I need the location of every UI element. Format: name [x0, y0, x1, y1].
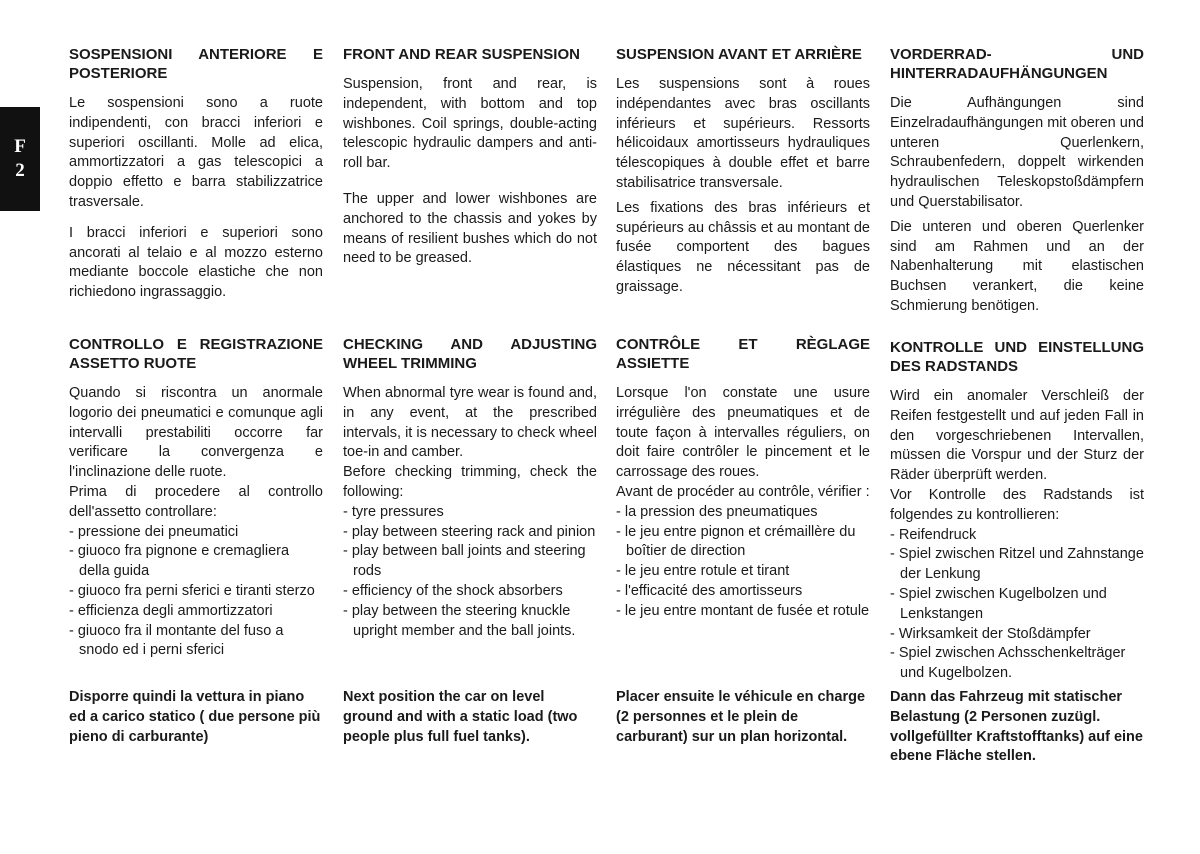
section-title: SUSPENSION AVANT ET ARRIÈRE: [616, 46, 862, 63]
paragraph: Suspension, front and rear, is independent, with bottom and top wishbones. Coil springs, double-acting telescopic hydraulic dampers and anti-roll bar.: [343, 76, 597, 172]
section-suspension: [343, 45, 597, 280]
bold-note: Disporre quindi la vettura in piano ed a carico statico ( due persone più pieno di carburante): [69, 689, 321, 745]
list-item: - play between the steering knuckle upright member and the ball joints.: [343, 602, 597, 642]
section-title: CONTRÔLE ET RÈGLAGE ASSIETTE: [616, 336, 870, 372]
section-suspension: [616, 45, 870, 309]
list-item: - tyre pressures: [343, 503, 597, 523]
section-wheel-alignment: [343, 335, 597, 641]
list-item: - giuoco fra il montante del fuso a snodo ed i perni sferici: [69, 622, 323, 662]
list-item: - Spiel zwischen Kugelbolzen und Lenkstangen: [890, 585, 1144, 625]
check-list: [616, 503, 870, 622]
list-item: - play between ball joints and steering rods: [343, 542, 597, 582]
section-load-note: [69, 688, 323, 758]
check-list: [890, 526, 1144, 684]
list-item: - le jeu entre rotule et tirant: [616, 562, 870, 582]
paragraph: Lorsque l'on constate une usure irrégulière des pneumatiques et de toute façon à intervalles réguliers, on doit faire contrôler le pincement et le carrossage des roues.: [616, 385, 870, 481]
list-item: - giuoco fra perni sferici e tiranti sterzo: [69, 582, 323, 602]
check-list: [343, 503, 597, 642]
list-item: - le jeu entre montant de fusée et rotule: [616, 602, 870, 622]
paragraph: Les suspensions sont à roues indépendantes avec bras oscillants inférieurs et supérieurs. Ressorts hélicoidaux amortisseurs hydrauliques télescopiques à double effet et barre stabilisatrice transversale.: [616, 76, 870, 191]
paragraph: Le sospensioni sono a ruote indipendenti, con bracci inferiori e superiori oscillanti. Molle ad elica, ammortizzatori a gas telescopici a doppio effetto e barra stabilizzatrice trasversale.: [69, 95, 323, 210]
section-tab-number: 2: [15, 160, 25, 181]
list-item: - efficiency of the shock absorbers: [343, 582, 597, 602]
paragraph: Wird ein anomaler Verschleiß der Reifen festgestellt und auf jeden Fall in den vorgeschriebenen Intervallen, müssen die Vorspur und der Sturz der Räder überprüft werden.: [890, 388, 1144, 484]
section-title: FRONT AND REAR SUSPENSION: [343, 46, 580, 63]
check-list: [69, 523, 323, 662]
paragraph: When abnormal tyre wear is found and, in any event, at the prescribed intervals, it is necessary to check wheel toe-in and camber.: [343, 385, 597, 461]
section-wheel-alignment: [69, 335, 323, 661]
paragraph: Vor Kontrolle des Radstands ist folgendes zu kontrollieren:: [890, 486, 1144, 523]
section-suspension: [69, 45, 323, 314]
list-item: - Spiel zwischen Ritzel und Zahnstange der Lenkung: [890, 545, 1144, 585]
section-title: CONTROLLO E REGISTRAZIONE ASSETTO RUOTE: [69, 336, 323, 372]
paragraph: Prima di procedere al controllo dell'assetto controllare:: [69, 483, 323, 520]
section-load-note: [343, 688, 597, 758]
section-title: CHECKING AND ADJUSTING WHEEL TRIMMING: [343, 336, 597, 372]
list-item: - le jeu entre pignon et crémaillère du boîtier de direction: [616, 523, 870, 563]
bold-note: Next position the car on level ground and with a static load (two people plus full fuel tanks).: [343, 689, 578, 745]
list-item: - play between steering rack and pinion: [343, 523, 597, 543]
paragraph: Die unteren und oberen Querlenker sind am Rahmen und an der Nabenhalterung mit elastischen Buchsen verankert, die keine Schmierung benötigen.: [890, 218, 1144, 314]
list-item: - pressione dei pneumatici: [69, 523, 323, 543]
section-wheel-alignment: [616, 335, 870, 622]
section-load-note: [616, 688, 870, 758]
section-title: VORDERRAD- UND HINTERRADAUFHÄNGUNGEN: [890, 46, 1144, 82]
bold-note: Dann das Fahrzeug mit statischer Belastung (2 Personen zuzügl. vollgefüllter Kraftstofftanks) auf eine ebene Fläche stellen.: [890, 689, 1143, 765]
list-item: - giuoco fra pignone e cremagliera della guida: [69, 542, 323, 582]
paragraph: Avant de procéder au contrôle, vérifier :: [616, 483, 870, 500]
paragraph: Les fixations des bras inférieurs et supérieurs au châssis et au montant de fusée comportent des bagues élastiques ne nécessitant pas de graissage.: [616, 199, 870, 295]
paragraph: The upper and lower wishbones are anchored to the chassis and yokes by means of resilient bushes which do not need to be greased.: [343, 190, 597, 267]
paragraph: I bracci inferiori e superiori sono ancorati al telaio e al mozzo esterno mediante boccole elastiche che non richiedono ingrassaggio.: [69, 224, 323, 301]
section-suspension: [890, 45, 1144, 328]
list-item: - Spiel zwischen Achsschenkelträger und Kugelbolzen.: [890, 644, 1144, 684]
paragraph: Before checking trimming, check the following:: [343, 464, 597, 500]
list-item: - efficienza degli ammortizzatori: [69, 602, 323, 622]
list-item: - Reifendruck: [890, 526, 1144, 546]
section-title: SOSPENSIONI ANTERIORE E POSTERIORE: [69, 46, 323, 82]
paragraph: Quando si riscontra un anormale logorio dei pneumatici e comunque agli intervalli prestabiliti occorre far verificare la convergenza e l'inclinazione delle ruote.: [69, 385, 323, 481]
paragraph: Die Aufhängungen sind Einzelradaufhängungen mit oberen und unteren Querlenkern, Schraubenfedern, doppelt wirkenden hydraulischen Teleskopstoßdämpfern und Querstabilisator.: [890, 95, 1144, 210]
section-wheel-alignment: [890, 338, 1144, 684]
section-title: KONTROLLE UND EINSTELLUNG DES RADSTANDS: [890, 339, 1144, 375]
section-tab-letter: F: [14, 136, 26, 157]
list-item: - Wirksamkeit der Stoßdämpfer: [890, 625, 1144, 645]
bold-note: Placer ensuite le véhicule en charge (2 personnes et le plein de carburant) sur un plan horizontal.: [616, 689, 866, 745]
list-item: - l'efficacité des amortisseurs: [616, 582, 870, 602]
section-tab: [0, 107, 40, 211]
section-load-note: [890, 688, 1144, 778]
list-item: - la pression des pneumatiques: [616, 503, 870, 523]
